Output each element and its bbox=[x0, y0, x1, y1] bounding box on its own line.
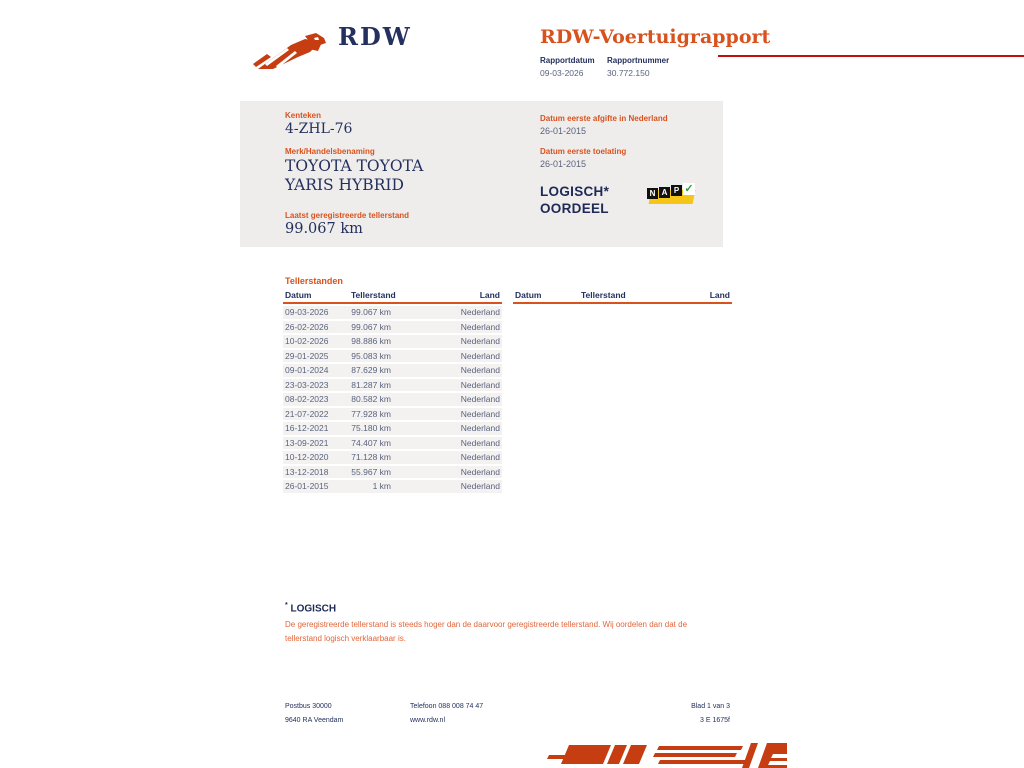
table-row bbox=[283, 379, 502, 392]
nap-letter-a: A bbox=[659, 187, 670, 198]
table-row bbox=[283, 466, 502, 479]
table-cell: 99.067 km bbox=[351, 321, 391, 332]
report-date-value: 09-03-2026 bbox=[540, 68, 584, 78]
table-cell: 13-09-2021 bbox=[285, 437, 329, 448]
tellerstand-value: 99.067 km bbox=[285, 221, 363, 237]
table-cell: 71.128 km bbox=[351, 452, 391, 463]
table-row bbox=[283, 408, 502, 421]
footer-form-code: 3 E 1675f bbox=[700, 717, 730, 724]
kenteken-value: 4-ZHL-76 bbox=[285, 121, 353, 137]
table-cell: 23-03-2023 bbox=[285, 379, 329, 390]
table-cell: 98.886 km bbox=[351, 336, 391, 347]
col-header-tellerstand: Tellerstand bbox=[351, 290, 396, 300]
table-row bbox=[283, 422, 502, 435]
table-cell: 08-02-2023 bbox=[285, 394, 329, 405]
merk-label: Merk/Handelsbenaming bbox=[285, 147, 375, 156]
toelating-value: 26-01-2015 bbox=[540, 159, 587, 169]
footer-website: www.rdw.nl bbox=[410, 717, 446, 724]
table-cell: Nederland bbox=[460, 466, 500, 477]
table-cell: 26-02-2026 bbox=[285, 321, 329, 332]
table-row bbox=[283, 393, 502, 406]
report-date-label: Rapportdatum bbox=[540, 56, 595, 65]
footnote-text: De geregistreerde tellerstand is steeds hoger dan de daarvoor geregistreerde tellerstand. Wij oordelen dan dat de tellerstand logisch verklaarbaar is. bbox=[285, 620, 688, 644]
merk-value-line1: TOYOTA TOYOTA bbox=[285, 157, 424, 175]
footnote-title bbox=[285, 602, 715, 614]
report-date-block bbox=[540, 56, 595, 78]
rdw-falcon-logo-icon bbox=[253, 30, 333, 72]
table-cell: 13-12-2018 bbox=[285, 466, 329, 477]
bottom-wing-graphic-icon bbox=[545, 742, 787, 768]
logisch-footnote bbox=[285, 602, 715, 646]
table-cell: Nederland bbox=[460, 379, 500, 390]
oordeel-verdict bbox=[540, 183, 609, 217]
table-cell: 10-02-2026 bbox=[285, 336, 329, 347]
table-row bbox=[283, 480, 502, 493]
tellerstanden-tables bbox=[283, 290, 732, 493]
footnote-marker: * bbox=[285, 602, 288, 609]
table-cell: 10-12-2020 bbox=[285, 452, 329, 463]
tellerstanden-table-left bbox=[283, 290, 502, 493]
footer-contact bbox=[410, 700, 483, 728]
table-cell: 29-01-2025 bbox=[285, 350, 329, 361]
table-cell: 21-07-2022 bbox=[285, 408, 329, 419]
nap-logo bbox=[646, 181, 698, 207]
table-body bbox=[283, 306, 502, 493]
table-cell: Nederland bbox=[460, 408, 500, 419]
table-cell: 75.180 km bbox=[351, 423, 391, 434]
report-title: RDW-Voertuigrapport bbox=[540, 26, 771, 48]
col-header-land: Land bbox=[709, 290, 730, 300]
table-row bbox=[283, 364, 502, 377]
table-row bbox=[283, 451, 502, 464]
afgifte-label: Datum eerste afgifte in Nederland bbox=[540, 114, 668, 123]
col-header-datum: Datum bbox=[515, 290, 542, 300]
tellerstand-label: Laatst geregistreerde tellerstand bbox=[285, 211, 410, 220]
oordeel-line1: LOGISCH* bbox=[540, 184, 610, 199]
footer-address-line1: Postbus 30000 bbox=[285, 703, 332, 710]
vehicle-summary-box bbox=[240, 101, 723, 247]
table-cell: 87.629 km bbox=[351, 365, 391, 376]
tellerstanden-section-title: Tellerstanden bbox=[285, 276, 343, 286]
footer-address bbox=[285, 700, 343, 728]
col-header-tellerstand: Tellerstand bbox=[581, 290, 626, 300]
table-cell: Nederland bbox=[460, 336, 500, 347]
footnote-title-text: LOGISCH bbox=[290, 603, 337, 615]
footer-phone: Telefoon 088 008 74 47 bbox=[410, 703, 484, 710]
table-cell: Nederland bbox=[460, 394, 500, 405]
tellerstanden-table-right bbox=[513, 290, 732, 493]
oordeel-line2: OORDEEL bbox=[540, 201, 609, 216]
merk-value-line2: YARIS HYBRID bbox=[285, 176, 404, 194]
table-cell: 99.067 km bbox=[351, 307, 391, 318]
table-header-row bbox=[283, 290, 502, 304]
page-edge-line bbox=[718, 55, 1024, 57]
table-cell: 81.287 km bbox=[351, 379, 391, 390]
table-cell: 80.582 km bbox=[351, 394, 391, 405]
report-number-block bbox=[607, 56, 669, 78]
nap-checkmark-icon: ✓ bbox=[684, 183, 694, 195]
report-number-label: Rapportnummer bbox=[607, 56, 670, 65]
footer-page-info bbox=[691, 700, 730, 728]
nap-letter-n: N bbox=[647, 188, 658, 199]
table-cell: Nederland bbox=[460, 481, 500, 492]
table-row bbox=[283, 437, 502, 450]
table-cell: 55.967 km bbox=[351, 466, 391, 477]
nap-letter-p: P bbox=[671, 185, 682, 196]
table-cell: 26-01-2015 bbox=[285, 481, 329, 492]
col-header-datum: Datum bbox=[285, 290, 312, 300]
footer-page-indicator: Blad 1 van 3 bbox=[691, 703, 730, 710]
table-cell: Nederland bbox=[460, 365, 500, 376]
table-cell: 1 km bbox=[372, 481, 391, 492]
table-cell: 09-01-2024 bbox=[285, 365, 329, 376]
table-cell: 09-03-2026 bbox=[285, 307, 329, 318]
afgifte-value: 26-01-2015 bbox=[540, 126, 587, 136]
table-cell: Nederland bbox=[460, 452, 500, 463]
page-footer bbox=[285, 700, 730, 730]
rdw-wordmark: RDW bbox=[338, 22, 412, 51]
table-cell: Nederland bbox=[460, 350, 500, 361]
table-cell: Nederland bbox=[460, 307, 500, 318]
report-number-value: 30.772.150 bbox=[607, 68, 650, 78]
table-cell: Nederland bbox=[460, 423, 500, 434]
table-row bbox=[283, 306, 502, 319]
footer-address-line2: 9640 RA Veendam bbox=[285, 717, 344, 724]
table-row bbox=[283, 350, 502, 363]
table-cell: 16-12-2021 bbox=[285, 423, 329, 434]
table-cell: 77.928 km bbox=[351, 408, 391, 419]
table-cell: Nederland bbox=[460, 321, 500, 332]
col-header-land: Land bbox=[479, 290, 500, 300]
table-header-row bbox=[513, 290, 732, 304]
table-cell: 74.407 km bbox=[351, 437, 391, 448]
kenteken-label: Kenteken bbox=[285, 111, 322, 120]
table-row bbox=[283, 321, 502, 334]
table-cell: Nederland bbox=[460, 437, 500, 448]
table-cell: 95.083 km bbox=[351, 350, 391, 361]
table-row bbox=[283, 335, 502, 348]
toelating-label: Datum eerste toelating bbox=[540, 147, 627, 156]
